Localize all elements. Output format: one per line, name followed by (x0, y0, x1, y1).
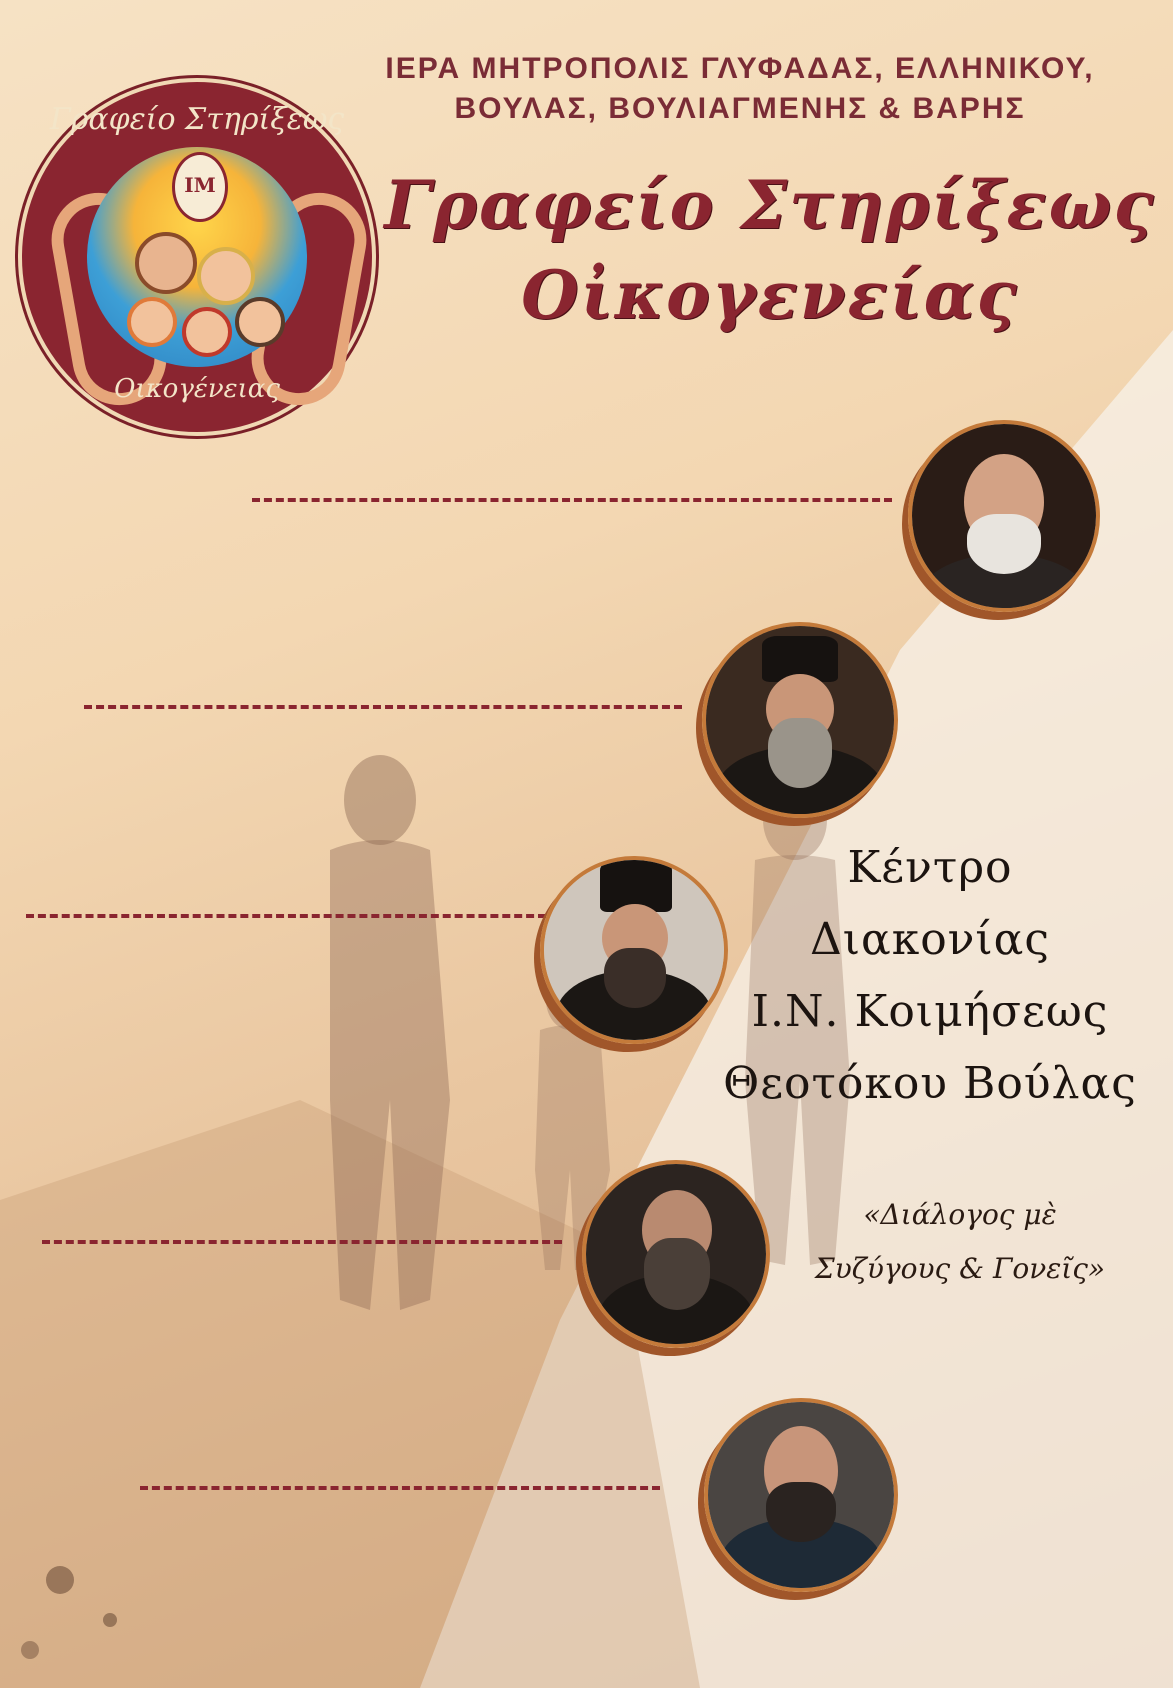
metropolis-name-line2: ΒΟΥΛΑΣ, ΒΟΥΛΙΑΓΜΕΝΗΣ & ΒΑΡΗΣ (454, 92, 1026, 125)
metropolis-emblem-icon: IM (172, 152, 228, 222)
office-logo (18, 78, 376, 436)
logo-text-bottom: Οικογένειας (114, 374, 280, 404)
venue-line: Διακονίας (809, 914, 1051, 965)
series-line: Συζύγους & Γονεῖς» (814, 1252, 1106, 1285)
logo-text-top: Γραφείο Στηρίξεως (49, 102, 345, 137)
child-face (182, 307, 232, 357)
page-title-line2: Οἰκογενείας (521, 256, 1019, 334)
speaker-photo (582, 1160, 770, 1348)
venue-line: Θεοτόκου Βούλας (723, 1058, 1137, 1109)
metropolis-name-line1: ΙΕΡΑ ΜΗΤΡΟΠΟΛΙΣ ΓΛΥΦΑΔΑΣ, ΕΛΛΗΝΙΚΟΥ, (385, 52, 1095, 85)
dashed-divider (252, 498, 892, 502)
father-face (135, 232, 197, 294)
venue-line: Ι.Ν. Κοιμήσεως (751, 986, 1109, 1037)
speaker-photo (702, 622, 898, 818)
dashed-divider (42, 1240, 562, 1244)
child-face (127, 297, 177, 347)
dashed-divider (26, 914, 546, 918)
series-line: «Διάλογος μὲ (863, 1198, 1057, 1231)
venue-block (720, 832, 1140, 1120)
series-title (760, 1188, 1160, 1296)
venue-line: Κέντρο (847, 842, 1013, 893)
speaker-photo (704, 1398, 898, 1592)
speaker-photo (540, 856, 728, 1044)
mother-face (197, 247, 255, 305)
dashed-divider (140, 1486, 660, 1490)
page-title-line1: Γραφείο Στηρίξεως (384, 166, 1156, 244)
dashed-divider (84, 705, 682, 709)
child-face (235, 297, 285, 347)
speaker-photo (908, 420, 1100, 612)
